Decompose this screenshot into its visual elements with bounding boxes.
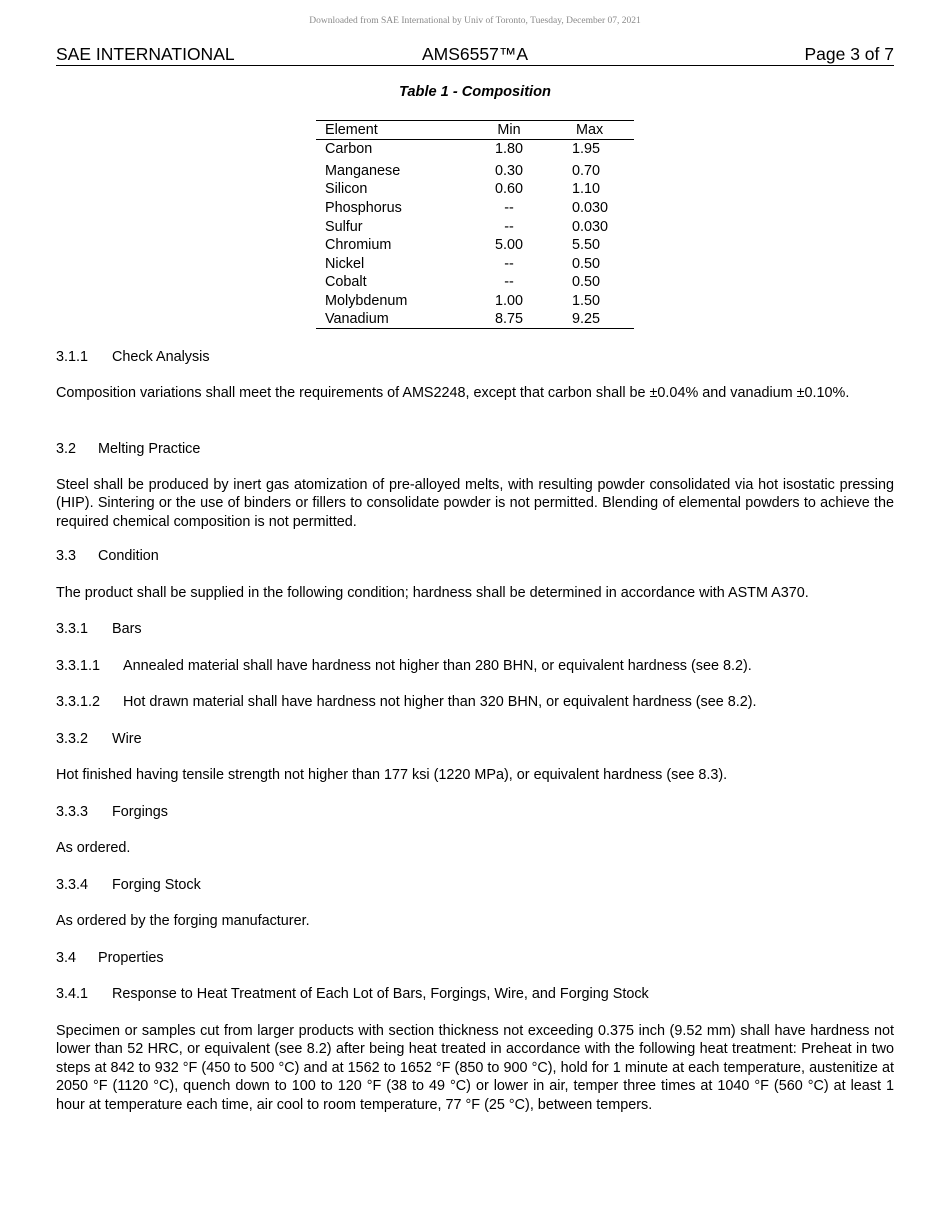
section-title: Annealed material shall have hardness not higher than 280 BHN, or equivalent hardness (see 8.2).: [123, 658, 752, 674]
max-cell: 9.25: [572, 311, 601, 328]
section-title: Properties: [98, 950, 164, 966]
section-title: Bars: [112, 621, 142, 637]
paragraph-forgings: As ordered.: [56, 840, 131, 856]
min-cell: 8.75: [494, 311, 523, 328]
table-row: [316, 292, 634, 311]
paragraph-wire: Hot finished having tensile strength not higher than 177 ksi (1220 MPa), or equivalent hardness (see 8.3).: [56, 767, 728, 783]
publisher-name: SAE INTERNATIONAL: [56, 44, 235, 64]
table-row: [316, 199, 634, 218]
element-cell: Silicon: [325, 181, 368, 198]
section-number: 3.3.3: [56, 804, 89, 820]
element-cell: Molybdenum: [325, 292, 408, 309]
document-number: AMS6557™A: [421, 44, 529, 64]
table-row: [316, 254, 634, 273]
max-cell: 1.10: [572, 181, 601, 198]
paragraph-forging-stock: As ordered by the forging manufacturer.: [56, 913, 310, 929]
table-row: [316, 180, 634, 199]
section-title: Hot drawn material shall have hardness not higher than 320 BHN, or equivalent hardness (see 8.2).: [123, 694, 757, 710]
element-cell: Phosphorus: [325, 199, 402, 216]
page-number: Page 3 of 7: [804, 44, 894, 64]
section-heading-3-3-2: [56, 730, 142, 748]
section-number: 3.1.1: [56, 349, 89, 365]
table-header-row: [316, 121, 634, 140]
paragraph-melting-practice: Steel shall be produced by inert gas atomization of pre-alloyed melts, with resulting powder consolidated via hot isostatic pressing (HIP). Sintering or the use of binders or fillers to consolidate powder is not permitted. Blending of elemental powders to achieve the required chemical composition is not permitted.: [56, 477, 894, 530]
table-row: [316, 162, 634, 181]
max-cell: 0.50: [572, 274, 601, 291]
element-cell: Nickel: [325, 255, 365, 272]
section-heading-3-3-3: [56, 803, 168, 821]
section-heading-3-1-1: [56, 348, 210, 366]
section-title: Response to Heat Treatment of Each Lot of Bars, Forgings, Wire, and Forging Stock: [112, 986, 649, 1002]
min-cell: 0.30: [494, 162, 523, 179]
composition-table: [316, 120, 634, 329]
element-cell: Sulfur: [325, 218, 363, 235]
table-row: [316, 273, 634, 292]
table-title: Table 1 - Composition: [399, 84, 551, 100]
max-cell: 0.030: [572, 218, 609, 235]
max-cell: 0.70: [572, 162, 601, 179]
min-cell: 1.00: [494, 292, 523, 309]
element-cell: Cobalt: [325, 274, 367, 291]
column-header-element: Element: [325, 122, 378, 138]
min-cell: --: [504, 218, 514, 235]
section-heading-3-2: [56, 440, 200, 458]
min-cell: 1.80: [494, 141, 523, 157]
column-header-max: Max: [576, 122, 604, 138]
table-row: [316, 236, 634, 255]
section-number: 3.3.4: [56, 877, 89, 893]
section-heading-3-3-1: [56, 620, 142, 638]
section-heading-3-3: [56, 547, 159, 565]
paragraph-check-analysis: Composition variations shall meet the requirements of AMS2248, except that carbon shall be ±0.04% and vanadium ±0.10%.: [56, 385, 850, 401]
section-title: Forging Stock: [112, 877, 201, 893]
section-number: 3.3.1.2: [56, 694, 101, 710]
column-header-min: Min: [497, 122, 521, 138]
download-watermark: Downloaded from SAE International by Univ of Toronto, Tuesday, December 07, 2021: [309, 16, 641, 26]
max-cell: 1.95: [572, 141, 601, 157]
section-number: 3.3.2: [56, 731, 89, 747]
element-cell: Manganese: [325, 162, 401, 179]
min-cell: --: [504, 255, 514, 272]
section-title: Condition: [98, 548, 159, 564]
max-cell: 0.030: [572, 199, 609, 216]
min-cell: --: [504, 274, 514, 291]
page-header: [56, 44, 894, 66]
min-cell: 5.00: [494, 237, 523, 254]
paragraph-condition: The product shall be supplied in the following condition; hardness shall be determined in accordance with ASTM A370.: [56, 585, 809, 601]
section-title: Check Analysis: [112, 349, 210, 365]
section-number: 3.4.1: [56, 986, 89, 1002]
min-cell: 0.60: [494, 181, 523, 198]
section-title: Wire: [112, 731, 142, 747]
section-heading-3-4-1: [56, 985, 649, 1003]
paragraph-heat-treatment-response: Specimen or samples cut from larger products with section thickness not exceeding 0.375 inch (9.52 mm) shall have hardness not lower than 52 HRC, or equivalent (see 8.2) after being heat treated in accordance with the following heat treatment: Preheat in two steps at 842 to 932 °F (450 to 500 °C) and at 1562 to 1652 °F (850 to 900 °C), hold for 1 minute at each temperature, austenitize at 2050 °F (1120 °C), quench down to 100 to 120 °F (38 to 49 °C) or lower in air, temper three times at 1040 °F (560 °C) at least 1 hour at temperature each time, air cool to room temperature, 77 °F (25 °C), between tempers.: [56, 1023, 894, 1113]
section-title: Melting Practice: [98, 441, 201, 457]
section-number: 3.3: [56, 548, 77, 564]
element-cell: Chromium: [325, 237, 392, 254]
max-cell: 5.50: [572, 237, 601, 254]
section-heading-3-3-1-2: [56, 693, 757, 711]
section-number: 3.3.1: [56, 621, 89, 637]
table-row: [316, 310, 634, 329]
max-cell: 0.50: [572, 255, 601, 272]
element-cell: Vanadium: [325, 311, 389, 328]
section-heading-3-3-4: [56, 876, 201, 894]
table-row: [316, 140, 634, 162]
section-number: 3.3.1.1: [56, 658, 101, 674]
section-number: 3.2: [56, 441, 77, 457]
min-cell: --: [504, 199, 514, 216]
section-heading-3-3-1-1: [56, 657, 752, 675]
section-heading-3-4: [56, 949, 164, 967]
section-title: Forgings: [112, 804, 168, 820]
table-row: [316, 217, 634, 236]
element-cell: Carbon: [325, 141, 373, 157]
max-cell: 1.50: [572, 292, 601, 309]
section-number: 3.4: [56, 950, 77, 966]
